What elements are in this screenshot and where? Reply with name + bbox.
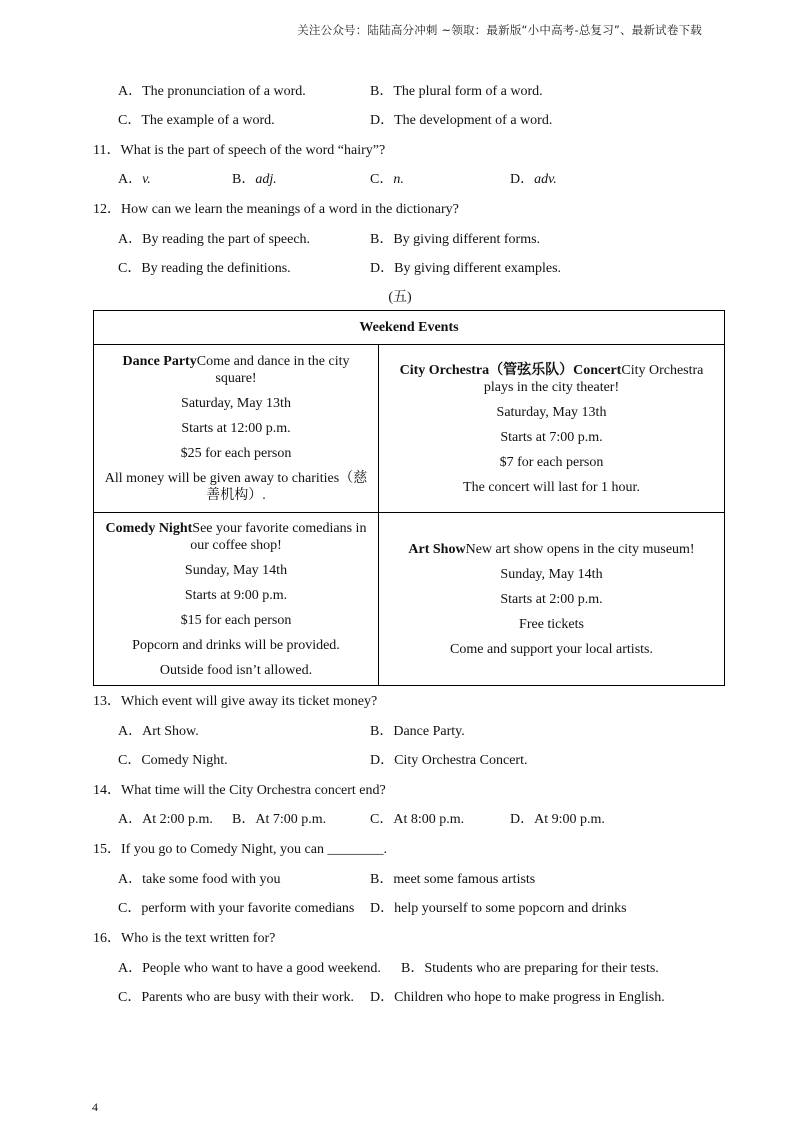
q11-question: 11．What is the part of speech of the word “hairy”? <box>93 143 386 158</box>
q13-question: 13．Which event will give away its ticket money? <box>93 694 378 709</box>
q13-option-a: A．Art Show. <box>118 724 199 739</box>
q12-option-b: B．By giving different forms. <box>370 232 541 247</box>
q12-question: 12．How can we learn the meanings of a word in the dictionary? <box>93 202 459 217</box>
q14-question: 14．What time will the City Orchestra concert end? <box>93 783 386 798</box>
comedy-night-time: Starts at 9:00 p.m. <box>184 587 288 603</box>
q13-option-b: B．Dance Party. <box>370 724 465 739</box>
dance-party-intro: Come and dance in the city square! <box>196 354 350 386</box>
city-orchestra-note: The concert will last for 1 hour. <box>463 479 640 495</box>
comedy-night-date: Sunday, May 14th <box>184 562 288 578</box>
q14-option-d: D．At 9:00 p.m. <box>510 812 605 827</box>
dance-party-time: Starts at 12:00 p.m. <box>181 421 291 436</box>
city-orchestra-cell <box>379 345 725 513</box>
q10-option-d: D．The development of a word. <box>370 113 553 128</box>
q14-option-a: A．At 2:00 p.m. <box>118 812 213 827</box>
art-show-name: Art Show <box>408 541 466 557</box>
weekend-events-table <box>93 310 725 686</box>
dance-party-note: All money will be given away to charities（慈善机构）. <box>104 471 368 503</box>
q15-option-c: C．perform with your favorite comedians <box>118 901 355 916</box>
comedy-night-price: $15 for each person <box>180 612 292 628</box>
q11-option-a: A．v. <box>118 172 151 187</box>
city-orchestra-date: Saturday, May 13th <box>496 404 607 420</box>
comedy-night-name: Comedy Night <box>105 520 193 536</box>
q16-option-c: C．Parents who are busy with their work. <box>118 990 355 1005</box>
q11-option-b: B．adj. <box>232 172 277 187</box>
q15-option-b: B．meet some famous artists <box>370 872 536 887</box>
q12-option-c: C．By reading the definitions. <box>118 261 291 276</box>
art-show-time: Starts at 2:00 p.m. <box>500 591 603 607</box>
q15-question: 15．If you go to Comedy Night, you can ________. <box>93 842 387 857</box>
q11-option-c: C．n. <box>370 172 404 187</box>
art-show-note: Come and support your local artists. <box>450 641 653 657</box>
q11-option-d: D．adv. <box>510 172 557 187</box>
art-show-price: Free tickets <box>519 616 584 632</box>
page-number: 4 <box>92 1100 98 1114</box>
q16-question: 16．Who is the text written for? <box>93 931 276 946</box>
table-title: Weekend Events <box>94 311 725 345</box>
q14-option-c: C．At 8:00 p.m. <box>370 812 465 827</box>
city-orchestra-name: City Orchestra（管弦乐队）Concert <box>399 362 622 378</box>
comedy-night-intro: See your favorite comedians in our coffee shop! <box>190 520 367 553</box>
q10-option-a: A．The pronunciation of a word. <box>118 84 306 99</box>
comedy-night-note-1: Popcorn and drinks will be provided. <box>132 637 340 653</box>
page-header: 关注公众号：陆陆高分冲刺 ~领取：最新版“小中高考-总复习”、最新试卷下载 <box>297 23 702 37</box>
art-show-cell <box>379 513 725 686</box>
dance-party-date: Saturday, May 13th <box>181 396 291 411</box>
dance-party-price: $25 for each person <box>180 446 292 461</box>
q14-option-b: B．At 7:00 p.m. <box>232 812 327 827</box>
city-orchestra-time: Starts at 7:00 p.m. <box>500 429 603 445</box>
comedy-night-note-2: Outside food isn’t allowed. <box>159 662 313 678</box>
q15-option-d: D．help yourself to some popcorn and drinks <box>370 901 627 916</box>
section-tag: (五) <box>388 290 412 305</box>
q10-option-b: B．The plural form of a word. <box>370 84 543 99</box>
q16-option-a: A．People who want to have a good weekend. <box>118 961 381 976</box>
q15-option-a: A．take some food with you <box>118 872 281 887</box>
q16-option-b: B．Students who are preparing for their tests. <box>401 961 659 976</box>
q12-option-d: D．By giving different examples. <box>370 261 562 276</box>
q13-option-c: C．Comedy Night. <box>118 753 228 768</box>
art-show-date: Sunday, May 14th <box>500 566 603 582</box>
q12-option-a: A．By reading the part of speech. <box>118 232 311 247</box>
q10-option-c: C．The example of a word. <box>118 113 275 128</box>
art-show-intro: New art show opens in the city museum! <box>465 541 695 557</box>
q16-option-d: D．Children who hope to make progress in English. <box>370 990 665 1005</box>
city-orchestra-intro: City Orchestra plays in the city theater! <box>483 362 704 395</box>
dance-party-cell <box>94 345 379 513</box>
q13-option-d: D．City Orchestra Concert. <box>370 753 528 768</box>
city-orchestra-price: $7 for each person <box>499 454 604 470</box>
comedy-night-cell <box>94 513 379 686</box>
dance-party-name: Dance Party <box>122 354 197 369</box>
